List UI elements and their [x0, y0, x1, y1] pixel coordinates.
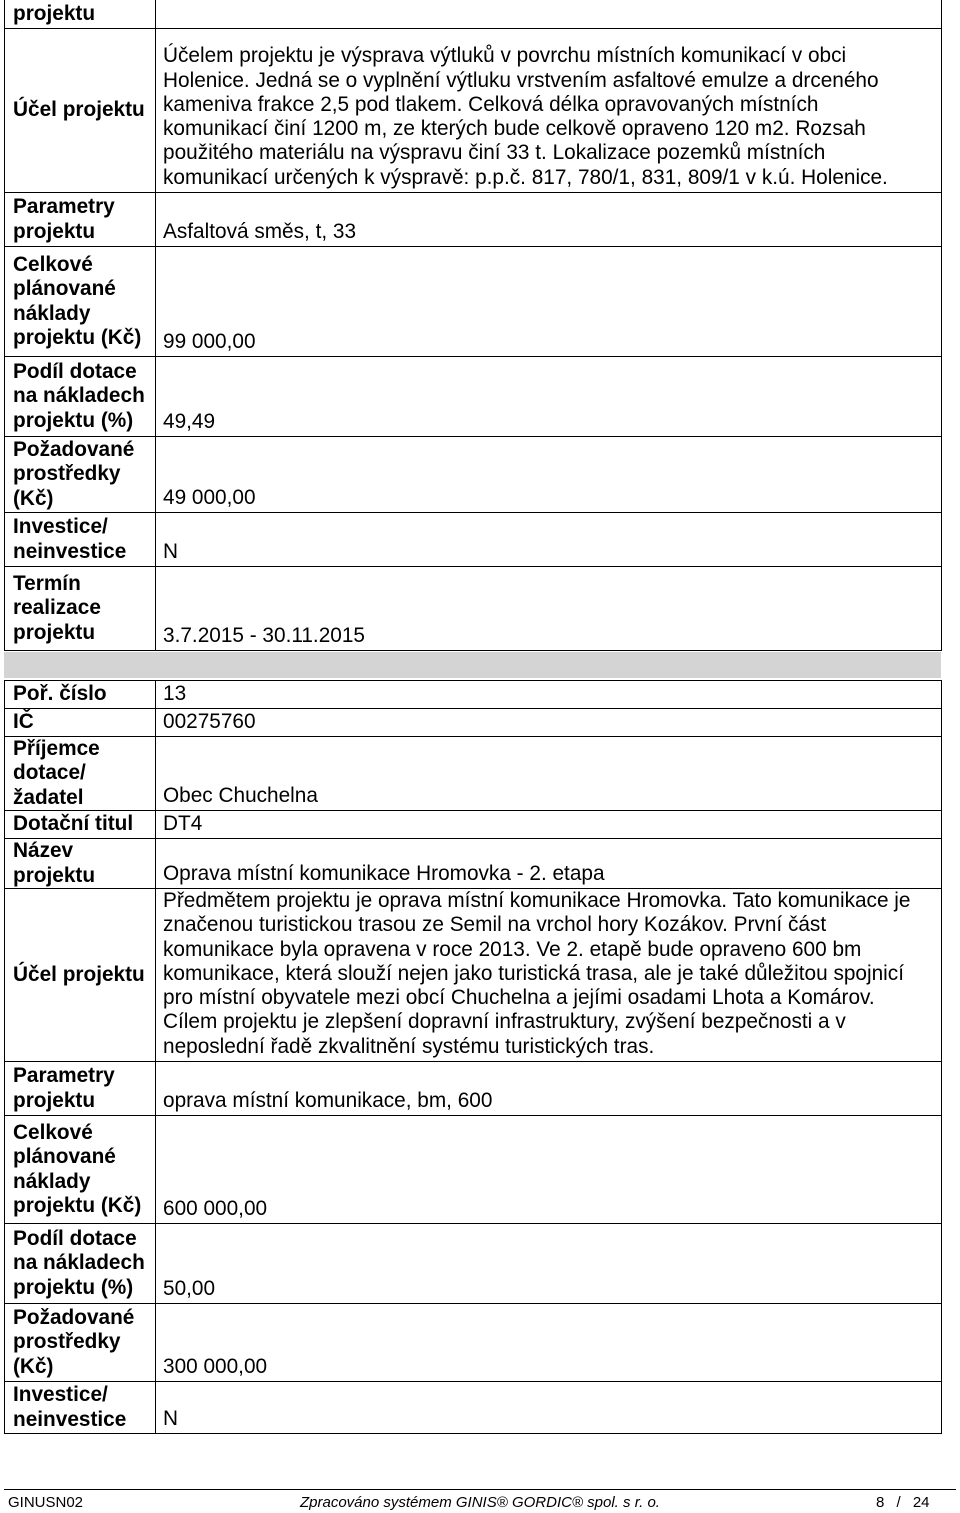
project-table-13 — [4, 680, 942, 1434]
row-project-name-continued — [5, 0, 942, 29]
value-subsidy-share: 49,49 — [156, 357, 942, 437]
footer-rule — [4, 1489, 956, 1490]
purpose-line: pro místní obyvatele mezi obcí Chuchelna a jejími osadami Lhota a Komárov. — [163, 986, 875, 1010]
purpose-line: Holenice. Jedná se o vyplnění výtluku vrstvením asfaltové emulze a drceného — [163, 68, 879, 92]
purpose-line: použitého materiálu na výspravu činí 33 t. Lokalizace pozemků místních — [163, 141, 826, 165]
row-project-name — [5, 839, 942, 889]
value-realization-term: 3.7.2015 - 30.11.2015 — [156, 567, 942, 651]
purpose-line: komunikace byla opravena v roce 2013. Ve 2. etapě bude opraveno 600 bm — [163, 937, 862, 961]
value-order-number: 13 — [156, 681, 942, 709]
label-order-number: Poř. číslo — [5, 681, 156, 709]
row-parameters — [5, 193, 942, 247]
label-subsidy-title: Dotační titul — [5, 811, 156, 839]
value-parameters: Asfaltová směs, t, 33 — [156, 193, 942, 247]
label-requested-funds: Požadované prostředky (Kč) — [5, 1304, 156, 1382]
row-requested-funds — [5, 1304, 942, 1382]
row-investment-type — [5, 513, 942, 567]
value-purpose — [156, 889, 942, 1062]
label-project-name-continued: projektu — [5, 0, 156, 29]
value-purpose — [156, 29, 942, 193]
purpose-line: Předmětem projektu je oprava místní komunikace Hromovka. Tato komunikace je — [163, 889, 911, 912]
footer-page-number: 8 / 24 — [876, 1494, 930, 1511]
label-recipient: Příjemce dotace/ žadatel — [5, 737, 156, 811]
value-total-cost: 600 000,00 — [156, 1116, 942, 1224]
value-investment-type: N — [156, 1382, 942, 1434]
project-separator-bar — [4, 652, 941, 678]
purpose-line: Účelem projektu je výsprava výtluků v povrchu místních komunikací v obci — [163, 44, 847, 68]
purpose-line: komunikací určených k výspravě: p.p.č. 817, 780/1, 831, 809/1 v k.ú. Holenice. — [163, 165, 888, 189]
row-subsidy-share — [5, 1224, 942, 1304]
row-realization-term — [5, 567, 942, 651]
label-purpose: Účel projektu — [5, 889, 156, 1062]
row-subsidy-share — [5, 357, 942, 437]
value-requested-funds: 300 000,00 — [156, 1304, 942, 1382]
row-recipient — [5, 737, 942, 811]
row-order-number — [5, 681, 942, 709]
label-subsidy-share: Podíl dotace na nákladech projektu (%) — [5, 357, 156, 437]
label-purpose: Účel projektu — [5, 29, 156, 193]
value-subsidy-share: 50,00 — [156, 1224, 942, 1304]
label-investment-type: Investice/ neinvestice — [5, 513, 156, 567]
label-total-cost: Celkové plánované náklady projektu (Kč) — [5, 1116, 156, 1224]
label-investment-type: Investice/ neinvestice — [5, 1382, 156, 1434]
value-parameters: oprava místní komunikace, bm, 600 — [156, 1062, 942, 1116]
value-company-id: 00275760 — [156, 709, 942, 737]
project-table-continued — [4, 0, 942, 651]
footer-form-code: GINUSN02 — [8, 1494, 84, 1511]
label-realization-term: Termín realizace projektu — [5, 567, 156, 651]
value-project-name-continued — [156, 0, 942, 29]
row-investment-type — [5, 1382, 942, 1434]
row-company-id — [5, 709, 942, 737]
row-purpose — [5, 29, 942, 193]
row-total-cost — [5, 1116, 942, 1224]
value-subsidy-title: DT4 — [156, 811, 942, 839]
purpose-line: Cílem projektu je zlepšení dopravní infrastruktury, zvýšení bezpečnosti a v — [163, 1010, 846, 1034]
row-parameters — [5, 1062, 942, 1116]
row-total-cost — [5, 247, 942, 357]
label-total-cost: Celkové plánované náklady projektu (Kč) — [5, 247, 156, 357]
label-subsidy-share: Podíl dotace na nákladech projektu (%) — [5, 1224, 156, 1304]
purpose-line: komunikace, která slouží nejen jako turistická trasa, ale je také důležitou spojnicí — [163, 961, 904, 985]
purpose-line: značenou turistickou trasou ze Semil na vrchol hory Kozákov. První část — [163, 913, 827, 937]
label-requested-funds: Požadované prostředky (Kč) — [5, 437, 156, 513]
label-company-id: IČ — [5, 709, 156, 737]
label-parameters: Parametry projektu — [5, 1062, 156, 1116]
value-recipient: Obec Chuchelna — [156, 737, 942, 811]
row-purpose — [5, 889, 942, 1062]
row-subsidy-title — [5, 811, 942, 839]
purpose-line: neposlední řadě zkvalitnění systému turistických tras. — [163, 1034, 655, 1058]
value-investment-type: N — [156, 513, 942, 567]
footer-generator-note: Zpracováno systémem GINIS® GORDIC® spol. s r. o. — [300, 1494, 660, 1511]
value-requested-funds: 49 000,00 — [156, 437, 942, 513]
purpose-line: kameniva frakce 2,5 pod tlakem. Celková délka opravovaných místních — [163, 92, 819, 116]
value-total-cost: 99 000,00 — [156, 247, 942, 357]
value-project-name: Oprava místní komunikace Hromovka - 2. etapa — [156, 839, 942, 889]
label-project-name: Název projektu — [5, 839, 156, 889]
row-requested-funds — [5, 437, 942, 513]
label-parameters: Parametry projektu — [5, 193, 156, 247]
purpose-line: komunikací činí 1200 m, ze kterých bude celkově opraveno 120 m2. Rozsah — [163, 117, 866, 141]
